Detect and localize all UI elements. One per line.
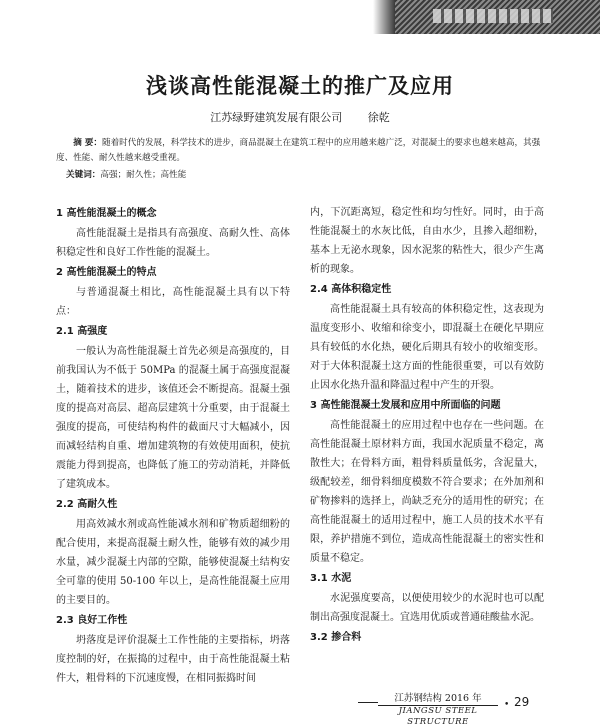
section-heading: 1 高性能混凝土的概念 <box>56 208 157 219</box>
paragraph: 一般认为高性能混凝土首先必须是高强度的，目前我国认为不低于 50MPa 的混凝土属于高强度混凝土，随着技术的进步，该值还会不断提高。混凝土强度的提高对高层、超高层建筑十分重要，由于混凝土强度的提高，可使结构构件的截面尺寸大幅减小，因而减轻结构自重、增加建筑物的有效使用面积，使抗震能力得到提高，也降低了施工的劳动消耗，并降低了建筑成本。 <box>56 346 290 490</box>
abstract <box>56 136 548 166</box>
subsection-heading: 2.1 高强度 <box>56 326 108 337</box>
page-number: 29 <box>514 695 530 709</box>
journal-footer <box>378 693 498 728</box>
right-column <box>310 203 544 648</box>
article-title: 浅谈高性能混凝土的推广及应用 <box>146 74 454 98</box>
byline <box>0 109 600 125</box>
keywords <box>66 168 546 183</box>
left-column <box>56 203 290 688</box>
keywords-text: 高强；耐久性；高性能 <box>100 170 187 180</box>
paragraph: 水泥强度要高，以便使用较少的水泥时也可以配制出高强度混凝土。宜选用优质或普通硅酸盐水泥。 <box>310 593 544 623</box>
footer-rule <box>358 702 378 703</box>
paragraph: 高性能混凝土的应用过程中也存在一些问题。在高性能混凝土原材料方面，我国水泥质量不稳定，离散性大；在骨料方面，粗骨料质量低劣，含泥量大，级配较差，细骨料细度模数不符合要求；在外加剂和矿物掺料的选择上，尚缺乏充分的适用性的研究；在高性能混凝土的适用过程中，施工人员的技术水平有限，养护措施不到位，造成高性能混凝土的密实性和质量不稳定。 <box>310 420 544 564</box>
paragraph: 与普通混凝土相比，高性能混凝土具有以下特点： <box>56 287 290 317</box>
abstract-text: 随着时代的发展，科学技术的进步，商品混凝土在建筑工程中的应用越来越广泛，对混凝土的要求也越来越高，其强度、性能、耐久性越来越受重视。 <box>56 138 541 163</box>
subsection-heading: 2.4 高体积稳定性 <box>310 284 392 295</box>
journal-name-cn: 江苏钢结构 2016 年 <box>394 693 482 704</box>
subsection-heading: 3.1 水泥 <box>310 573 352 584</box>
subsection-heading: 2.3 良好工作性 <box>56 615 128 626</box>
journal-name-en: JIANGSU STEEL STRUCTURE <box>378 705 498 728</box>
header-banner-label <box>433 9 553 23</box>
keywords-label: 关键词： <box>66 170 101 180</box>
paragraph-continued: 内，下沉距离短，稳定性和均匀性好。同时，由于高性能混凝土的水灰比低，自由水少，且掺入超细粉，基本上无泌水现象，因水泥浆的粘性大，很少产生离析的现象。 <box>310 207 544 275</box>
paragraph: 用高效减水剂或高性能减水剂和矿物质超细粉的配合使用，来提高混凝土耐久性，能够有效的减少用水量，减少混凝土内部的空隙，能够使混凝土结构安全可靠的使用 50-100 年以上，是高性能混凝土应用的主要目的。 <box>56 519 290 606</box>
author-name: 徐乾 <box>367 111 390 124</box>
paragraph: 高性能混凝土是指具有高强度、高耐久性、高体积稳定性和良好工作性能的混凝土。 <box>56 228 290 258</box>
paragraph: 坍落度是评价混凝土工作性能的主要指标，坍落度控制的好，在振捣的过程中，由于高性能混凝土粘件大，粗骨料的下沉速度慢，在相同振捣时间 <box>56 635 290 684</box>
section-heading: 2 高性能混凝土的特点 <box>56 267 157 278</box>
subsection-heading: 2.2 高耐久性 <box>56 499 118 510</box>
header-banner <box>395 0 600 34</box>
subsection-heading: 3.2 掺合料 <box>310 632 362 643</box>
abstract-label: 摘 要： <box>73 138 102 148</box>
footer-bullet: • <box>504 700 510 710</box>
author-company: 江苏绿野建筑发展有限公司 <box>210 111 343 124</box>
section-heading: 3 高性能混凝土发展和应用中所面临的问题 <box>310 400 501 411</box>
paragraph: 高性能混凝土具有较高的体积稳定性，这表现为温度变形小、收缩和徐变小，即混凝土在硬化早期应具有较低的水化热，硬化后期具有较小的收缩变形。对于大体积混凝土这方面的性能很重要，可以有效防止因水化热升温和降温过程中产生的开裂。 <box>310 304 544 391</box>
